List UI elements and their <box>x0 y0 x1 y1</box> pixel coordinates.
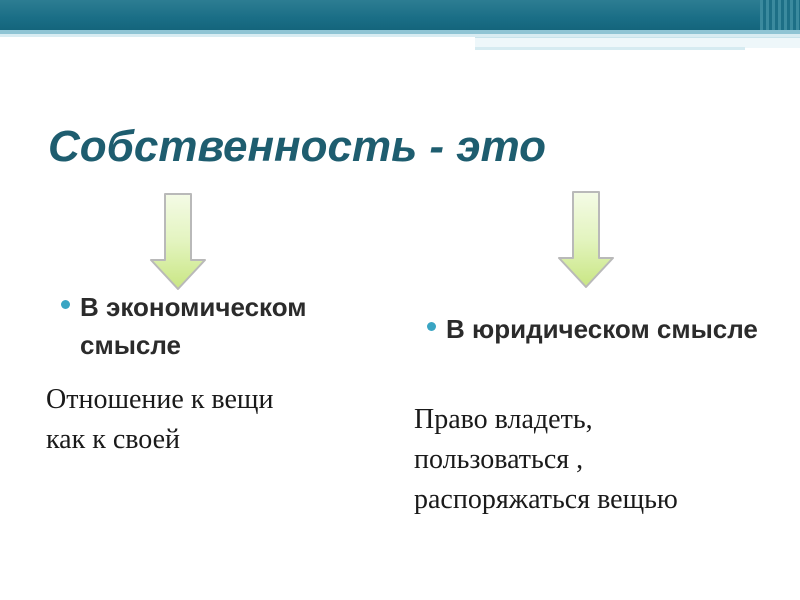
slide-title: Собственность - это <box>48 122 546 171</box>
economic-bullet <box>58 288 388 364</box>
banner-stripes <box>760 0 800 30</box>
banner-step-line <box>475 47 745 50</box>
economic-column <box>46 288 388 455</box>
bullet-icon <box>427 322 436 331</box>
legal-bullet <box>424 310 774 348</box>
down-arrow-icon <box>148 192 208 292</box>
bullet-icon <box>61 300 70 309</box>
down-arrow-icon <box>556 190 616 290</box>
economic-description: Отношение к вещи как к своей <box>46 384 274 455</box>
legal-heading: В юридическом смысле <box>446 314 758 344</box>
header-banner <box>0 0 800 30</box>
legal-description: Право владеть, пользоваться , распоряжаться вещью <box>414 404 678 515</box>
legal-column <box>414 310 774 515</box>
economic-heading: В экономическом смысле <box>80 292 307 360</box>
